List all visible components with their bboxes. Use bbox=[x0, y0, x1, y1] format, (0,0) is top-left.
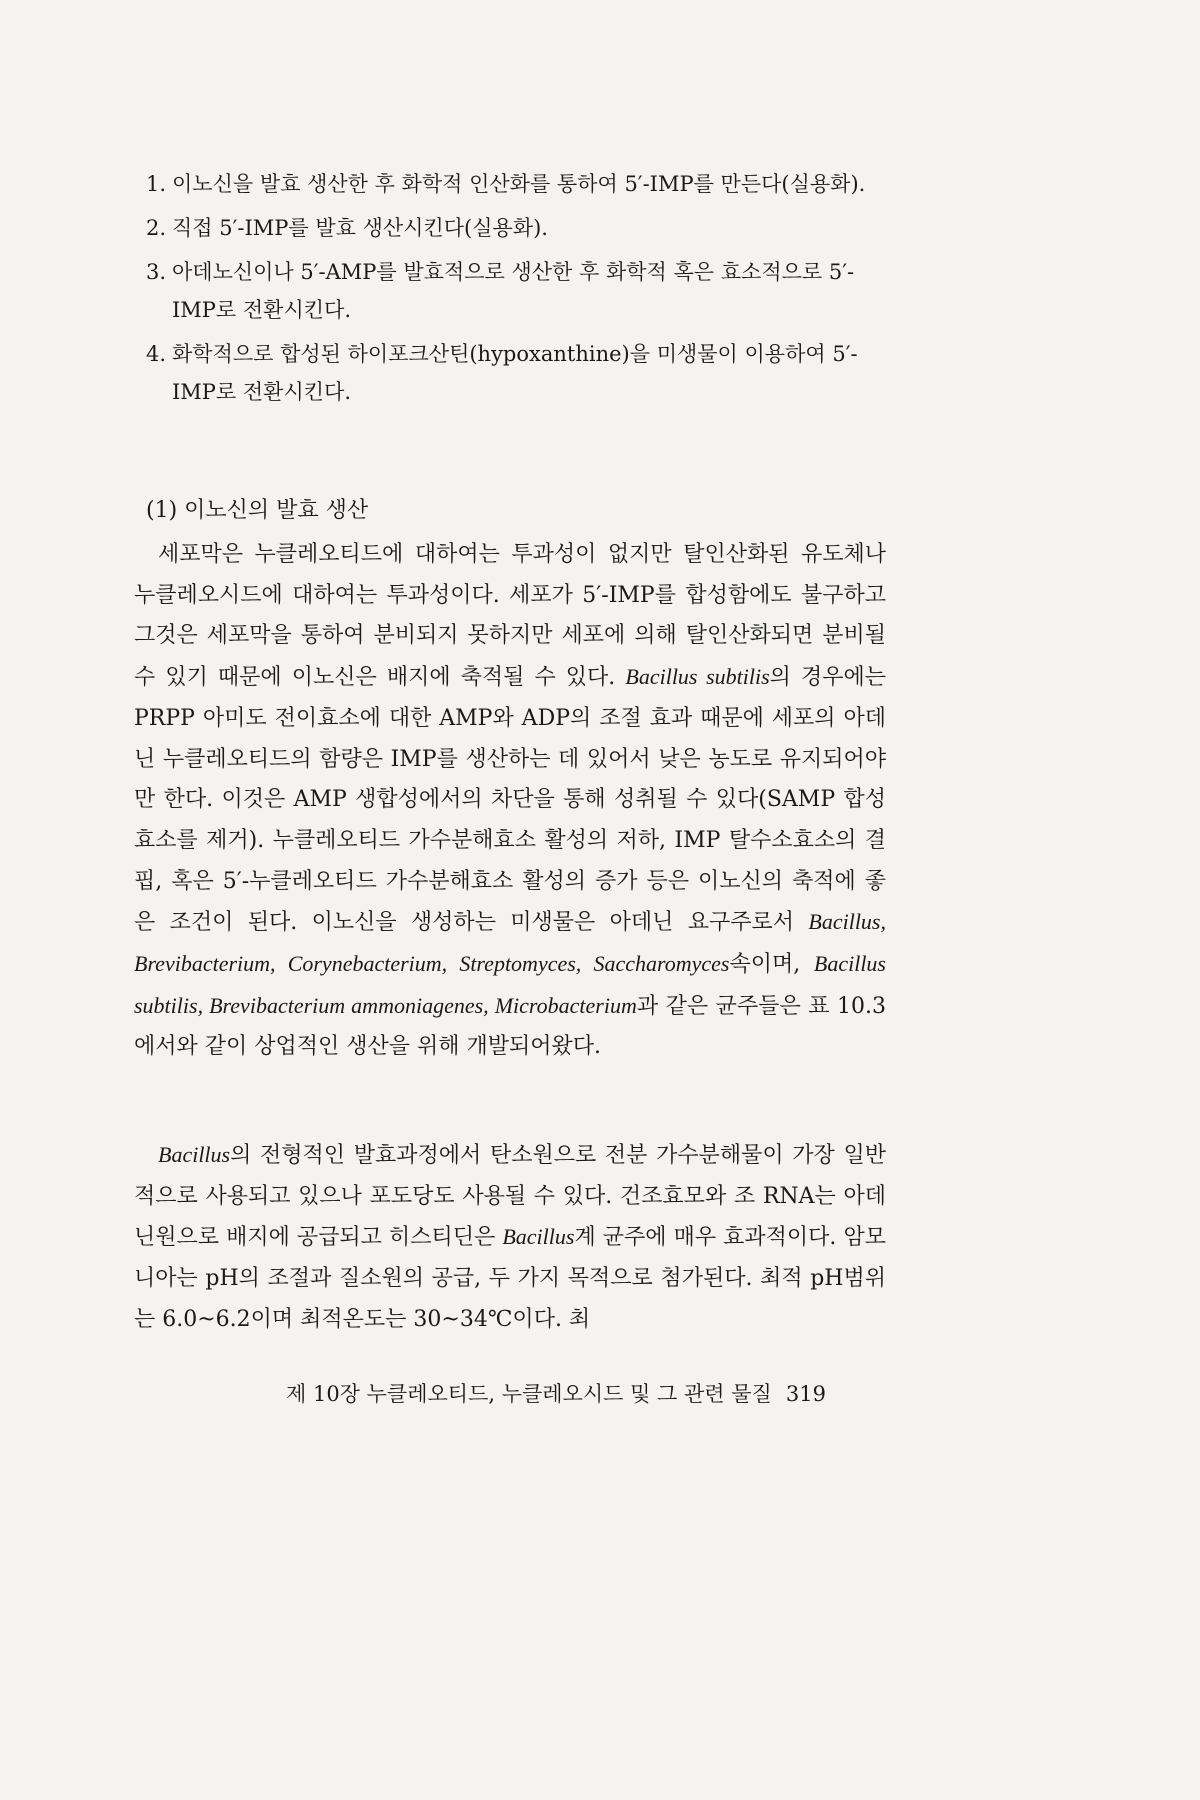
text-run: 세포막은 누클레오티드에 대하여는 투과성이 없지만 탈인산화된 유도체나 누클레오시드에 대하여는 투과성이다. 세포가 5′-IMP를 합성함에도 불구하고 그것은 세포막을 통하여 분비되지 못하지만 세포에 의해 탈인산화되면 분비될 수 있기 때문에 이노신은 배지에 축적될 수 있다. bbox=[134, 542, 886, 691]
species-name: Bacillus subtilis bbox=[625, 664, 770, 690]
list-item bbox=[146, 253, 886, 329]
list-text: 화학적으로 합성된 하이포크산틴(hypoxanthine)을 미생물이 이용하여 5′-IMP로 전환시킨다. bbox=[172, 342, 858, 404]
text-run: 계 균주에 매우 효과적이다. 암모니아는 pH의 조절과 질소원의 공급, 두 가지 목적으로 첨가된다. 최적 pH범위는 6.0~6.2이며 최적온도는 30~34℃이다. 최 bbox=[134, 1225, 886, 1332]
page-footer bbox=[286, 1378, 826, 1408]
method-list bbox=[146, 165, 886, 417]
list-number: 4. bbox=[146, 342, 167, 366]
text-run: 의 경우에는 PRPP 아미도 전이효소에 대한 AMP와 ADP의 조절 효과 때문에 세포의 아데닌 누클레오티드의 함량은 IMP를 생산하는 데 있어서 낮은 농도로 유지되어야만 한다. 이것은 AMP 생합성에서의 차단을 통해 성취될 수 있다(SAMP 합성효소를 제거). 누클레오티드 가수분해효소 활성의 저하, IMP 탈수소효소의 결핍, 혹은 5′-누클레오티드 가수분해효소 활성의 증가 등은 이노신의 축적에 좋은 조건이 된다. 이노신을 생성하는 미생물은 아데닌 요구주로서 bbox=[134, 665, 887, 936]
species-name: Bacillus subtilis, Brevibacterium ammoniagenes, Microbacterium bbox=[134, 951, 886, 1018]
list-number: 3. bbox=[146, 260, 167, 284]
page-number: 319 bbox=[785, 1382, 826, 1406]
list-item bbox=[146, 335, 886, 411]
text-run: 과 같은 균주들은 표 10.3에서와 같이 상업적인 생산을 위해 개발되어왔다. bbox=[134, 993, 886, 1060]
list-text: 아데노신이나 5′-AMP를 발효적으로 생산한 후 화학적 혹은 효소적으로 5′-IMP로 전환시킨다. bbox=[172, 260, 855, 322]
list-number: 1. bbox=[146, 172, 167, 196]
section-title: (1) 이노신의 발효 생산 bbox=[146, 498, 369, 523]
list-number: 2. bbox=[146, 216, 167, 240]
body-paragraph bbox=[134, 1135, 886, 1341]
list-text: 이노신을 발효 생산한 후 화학적 인산화를 통하여 5′-IMP를 만든다(실용화). bbox=[172, 172, 866, 196]
species-name: Bacillus bbox=[502, 1224, 575, 1250]
body-paragraph bbox=[134, 535, 886, 1068]
species-name: Bacillus, Brevibacterium, Corynebacterium, Streptomyces, Saccharomyces bbox=[134, 909, 886, 977]
text-run: 속이며, bbox=[729, 952, 814, 978]
species-name: Bacillus bbox=[158, 1142, 231, 1167]
text-run: 의 전형적인 발효과정에서 탄소원으로 전분 가수분해물이 가장 일반적으로 사용되고 있으나 포도당도 사용될 수 있다. 건조효모와 조 RNA는 아데닌원으로 배지에 공급되고 히스티딘은 bbox=[134, 1143, 886, 1251]
list-item bbox=[146, 165, 886, 203]
list-item bbox=[146, 209, 886, 247]
list-text: 직접 5′-IMP를 발효 생산시킨다(실용화). bbox=[172, 216, 548, 240]
chapter-title: 제 10장 누클레오티드, 누클레오시드 및 그 관련 물질 bbox=[286, 1382, 772, 1406]
